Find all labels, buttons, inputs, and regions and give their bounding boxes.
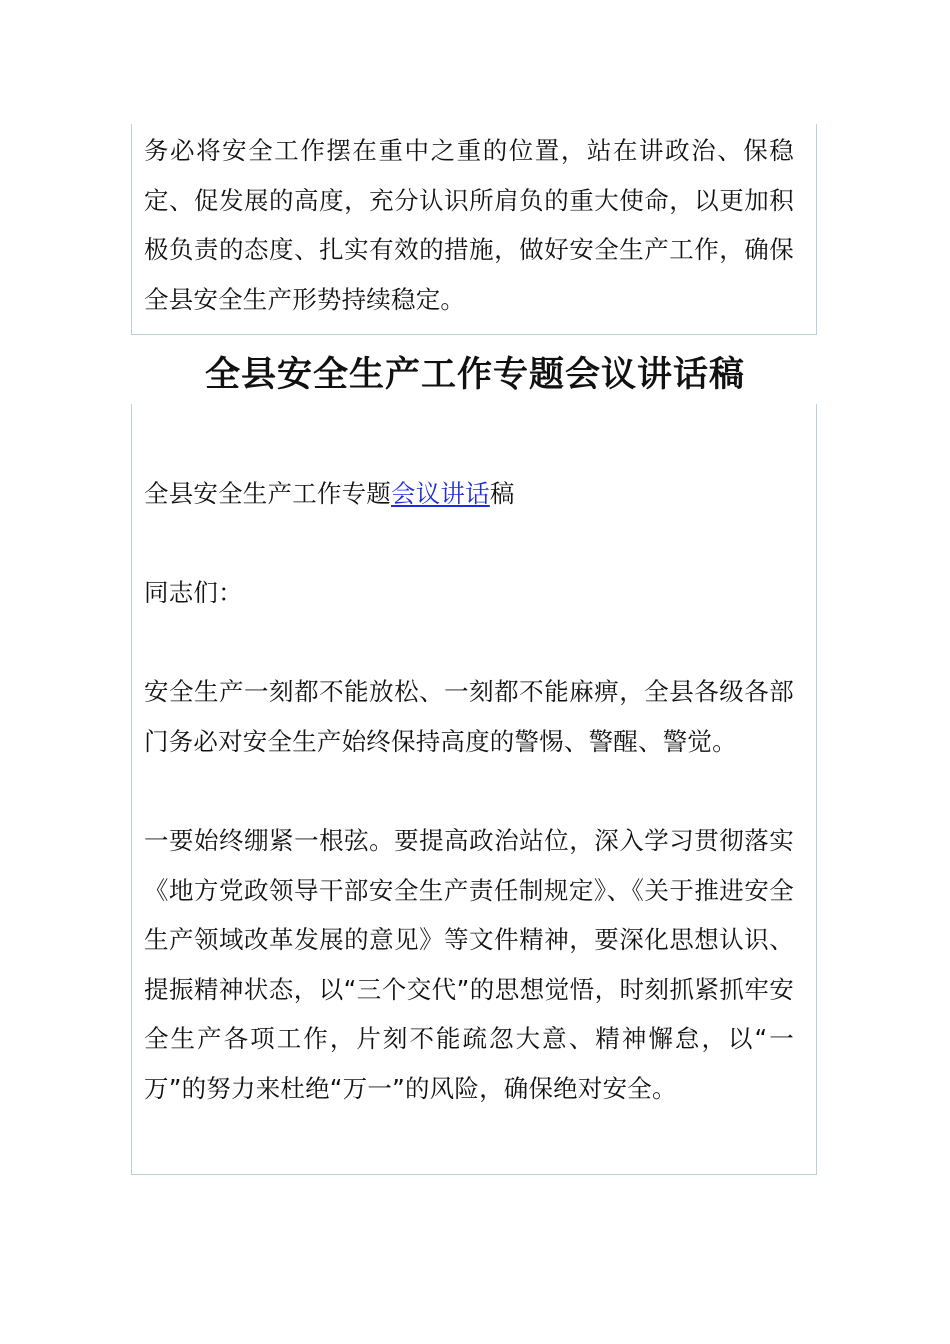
heading-line bbox=[144, 469, 794, 519]
paragraph-point-one: 一要始终绷紧一根弦。要提高政治站位，深入学习贯彻落实《地方党政领导干部安全生产责任制规定》、《关于推进安全生产领域改革发展的意见》等文件精神，要深化思想认识、提振精神状态，以“三个交代”的思想觉悟，时刻抓紧抓牢安全生产各项工作，片刻不能疏忽大意、精神懈怠，以“一万”的努力来杜绝“万一”的风险，确保绝对安全。 bbox=[144, 826, 794, 1103]
meeting-speech-link[interactable]: 会议讲话 bbox=[391, 479, 490, 508]
salutation: 同志们： bbox=[144, 578, 243, 607]
heading-text-after: 稿 bbox=[489, 479, 515, 508]
paragraph-vigilance: 安全生产一刻都不能放松、一刻都不能麻痹，全县各级各部门务必对安全生产始终保持高度的警惕、警醒、警觉。 bbox=[144, 677, 794, 756]
document-title: 全县安全生产工作专题会议讲话稿 bbox=[204, 355, 745, 395]
intro-paragraph: 务必将安全工作摆在重中之重的位置，站在讲政治、保稳定、促发展的高度，充分认识所肩负的重大使命，以更加积极负责的态度、扎实有效的措施，做好安全生产工作，确保全县安全生产形势持续稳定。 bbox=[144, 136, 794, 314]
heading-text-before: 全县安全生产工作专题 bbox=[144, 479, 391, 508]
